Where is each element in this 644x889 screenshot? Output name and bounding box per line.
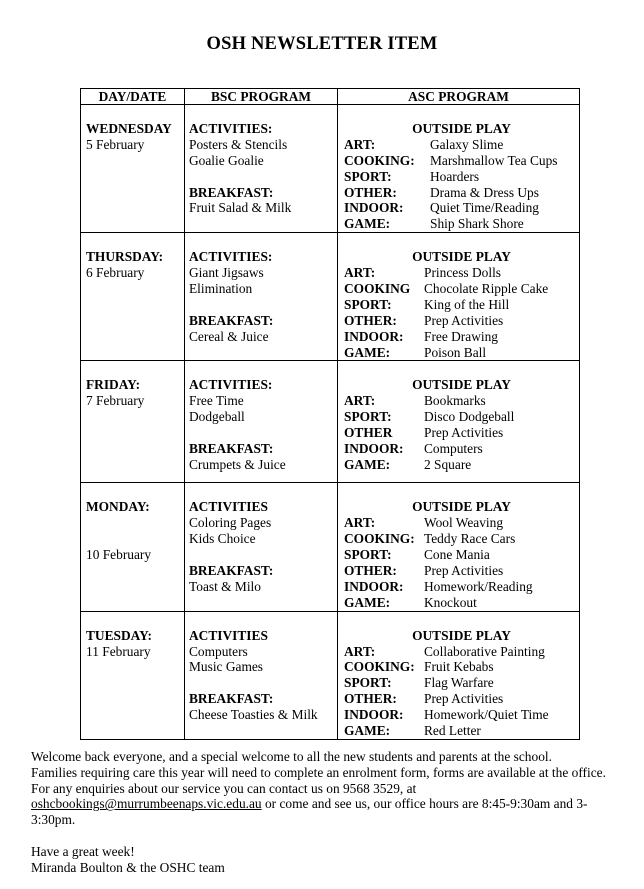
spacer (189, 675, 337, 691)
day-date: 11 February (86, 643, 151, 659)
schedule-table (80, 88, 580, 740)
asc-activity-name: Homework/Quiet Time (424, 707, 549, 723)
breakfast-label: BREAKFAST: (189, 441, 274, 457)
outside-play-heading: OUTSIDE PLAY (412, 627, 511, 643)
asc-activity-row (344, 547, 579, 563)
breakfast-label: BREAKFAST: (189, 563, 274, 579)
asc-activity-type: INDOOR: (344, 200, 404, 216)
cell-top-spacer (344, 233, 579, 249)
asc-activity-type: ART: (344, 265, 376, 281)
asc-activity-row (344, 659, 579, 675)
footer-email-line (31, 796, 631, 812)
table-row (81, 611, 580, 739)
asc-activity-name: Marshmallow Tea Cups (430, 152, 558, 168)
breakfast-label: BREAKFAST: (189, 312, 274, 328)
activities-label: ACTIVITIES: (189, 121, 273, 136)
asc-activity-name: Fruit Kebabs (424, 659, 494, 675)
bsc-cell (185, 361, 338, 483)
activities-label: ACTIVITIES (189, 499, 268, 515)
activity-item: Computers (189, 643, 248, 659)
day-cell (81, 361, 185, 483)
day-cell (81, 105, 185, 233)
asc-activity-type: SPORT: (344, 675, 392, 691)
cell-top-spacer (344, 105, 579, 121)
breakfast-item: Fruit Salad & Milk (189, 200, 292, 216)
asc-activity-name: Cone Mania (424, 547, 490, 563)
cell-top-spacer (344, 361, 579, 377)
breakfast-item: Cheese Toasties & Milk (189, 707, 318, 723)
asc-activity-name: Bookmarks (424, 393, 486, 409)
asc-activity-row (344, 345, 579, 361)
spacer (86, 531, 184, 547)
asc-activity-type: COOKING: (344, 152, 415, 168)
asc-activity-row (344, 531, 579, 547)
asc-activity-type: COOKING (344, 281, 411, 297)
cell-top-spacer (189, 483, 337, 499)
asc-activity-name: Galaxy Slime (430, 136, 504, 152)
asc-activity-type: COOKING: (344, 659, 415, 675)
footer-signature: Miranda Boulton & the OSHC team (31, 859, 225, 875)
asc-activity-row (344, 563, 579, 579)
footer-signoff: Have a great week! (31, 843, 135, 859)
email-link[interactable]: oshcbookings@murrumbeenaps.vic.edu.au (31, 796, 262, 812)
activity-item: Free Time (189, 393, 244, 409)
table-row (81, 105, 580, 233)
asc-activity-row (344, 393, 579, 409)
asc-activity-name: Free Drawing (424, 328, 498, 344)
outside-play-heading: OUTSIDE PLAY (412, 249, 511, 265)
activity-item: Elimination (189, 281, 253, 297)
footer-enrolment-line: Families requiring care this year will need to complete an enrolment form, forms are available at the office. (31, 764, 606, 780)
asc-activity-name: Teddy Race Cars (424, 531, 516, 547)
newsletter-title: OSH NEWSLETTER ITEM (206, 34, 438, 54)
footer-hours-end: 3:30pm. (31, 812, 76, 828)
header-bsc-program: BSC PROGRAM (185, 89, 338, 105)
asc-cell (338, 611, 580, 739)
asc-activity-row (344, 297, 579, 313)
spacer (189, 425, 337, 441)
bsc-cell (185, 233, 338, 361)
asc-activity-row (344, 595, 579, 611)
day-date: 6 February (86, 265, 145, 281)
cell-top-spacer (86, 612, 184, 628)
table-row (81, 361, 580, 483)
footer-spacer (31, 828, 631, 844)
day-name: FRIDAY: (86, 377, 141, 393)
breakfast-label: BREAKFAST: (189, 691, 274, 707)
asc-activity-name: Red Letter (424, 723, 481, 739)
bsc-cell (185, 105, 338, 233)
day-name: WEDNESDAY (86, 121, 172, 136)
asc-activity-row (344, 185, 579, 201)
asc-activity-name: Prep Activities (424, 691, 504, 707)
asc-activity-name: Prep Activities (424, 312, 504, 328)
asc-activity-row (344, 200, 579, 216)
cell-top-spacer (189, 105, 337, 121)
cell-top-spacer (86, 233, 184, 249)
activities-label: ACTIVITIES: (189, 249, 273, 265)
asc-activity-name: Hoarders (430, 168, 480, 184)
asc-activity-type: OTHER: (344, 184, 397, 200)
asc-activity-type: OTHER (344, 425, 393, 441)
asc-activity-row (344, 675, 579, 691)
asc-activity-type: INDOOR: (344, 328, 404, 344)
asc-activity-type: INDOOR: (344, 578, 404, 594)
breakfast-item: Crumpets & Juice (189, 456, 286, 472)
activity-item: Music Games (189, 659, 264, 675)
day-date: 7 February (86, 393, 145, 409)
cell-top-spacer (344, 612, 579, 628)
breakfast-item: Toast & Milo (189, 578, 261, 594)
cell-top-spacer (86, 483, 184, 499)
bsc-cell (185, 483, 338, 611)
asc-activity-name: Chocolate Ripple Cake (424, 281, 549, 297)
asc-activity-type: OTHER: (344, 312, 397, 328)
asc-activity-row (344, 515, 579, 531)
asc-activity-type: OTHER: (344, 563, 397, 579)
asc-activity-name: 2 Square (424, 456, 472, 472)
asc-activity-row (344, 329, 579, 345)
asc-activity-name: Wool Weaving (424, 515, 504, 531)
asc-activity-type: OTHER: (344, 691, 397, 707)
asc-activity-name: Poison Ball (424, 344, 487, 360)
table-row (81, 233, 580, 361)
spacer (189, 169, 337, 185)
activities-label: ACTIVITIES: (189, 377, 273, 393)
asc-activity-name: King of the Hill (424, 296, 510, 312)
asc-activity-type: GAME: (344, 456, 391, 472)
asc-activity-name: Prep Activities (424, 425, 504, 441)
asc-activity-row (344, 313, 579, 329)
activity-item: Posters & Stencils (189, 136, 288, 152)
asc-activity-name: Prep Activities (424, 563, 504, 579)
asc-activity-name: Drama & Dress Ups (430, 184, 539, 200)
asc-activity-name: Collaborative Painting (424, 643, 545, 659)
asc-activity-row (344, 153, 579, 169)
activities-label: ACTIVITIES (189, 627, 268, 643)
asc-activity-type: SPORT: (344, 168, 392, 184)
cell-top-spacer (86, 105, 184, 121)
asc-activity-type: GAME: (344, 723, 391, 739)
day-date: 10 February (86, 547, 152, 563)
asc-activity-row (344, 281, 579, 297)
asc-activity-row (344, 707, 579, 723)
asc-activity-name: Flag Warfare (424, 675, 494, 691)
day-date: 5 February (86, 136, 145, 152)
day-cell (81, 233, 185, 361)
asc-cell (338, 361, 580, 483)
asc-activity-row (344, 169, 579, 185)
asc-activity-name: Princess Dolls (424, 265, 501, 281)
cell-top-spacer (189, 361, 337, 377)
outside-play-heading: OUTSIDE PLAY (412, 121, 511, 136)
day-name: THURSDAY: (86, 249, 164, 265)
asc-activity-type: GAME: (344, 216, 391, 232)
activity-item: Giant Jigsaws (189, 265, 264, 281)
spacer (86, 515, 184, 531)
asc-activity-type: GAME: (344, 594, 391, 610)
asc-activity-name: Knockout (424, 594, 477, 610)
asc-activity-row (344, 137, 579, 153)
header-day-date: DAY/DATE (81, 89, 185, 105)
table-header-row (81, 89, 580, 105)
asc-activity-name: Quiet Time/Reading (430, 200, 539, 216)
activity-item: Kids Choice (189, 531, 256, 547)
asc-cell (338, 105, 580, 233)
cell-top-spacer (189, 612, 337, 628)
asc-activity-type: ART: (344, 136, 376, 152)
asc-activity-type: COOKING: (344, 531, 415, 547)
asc-activity-name: Ship Shark Shore (430, 216, 524, 232)
asc-activity-type: INDOOR: (344, 707, 404, 723)
cell-top-spacer (189, 233, 337, 249)
breakfast-item: Cereal & Juice (189, 328, 269, 344)
asc-activity-type: ART: (344, 643, 376, 659)
asc-activity-row (344, 425, 579, 441)
asc-activity-name: Homework/Reading (424, 578, 533, 594)
asc-activity-row (344, 441, 579, 457)
asc-activity-row (344, 723, 579, 739)
day-name: MONDAY: (86, 499, 150, 515)
asc-activity-row (344, 216, 579, 232)
asc-activity-row (344, 691, 579, 707)
activity-item: Coloring Pages (189, 515, 272, 531)
day-cell (81, 611, 185, 739)
asc-activity-type: ART: (344, 515, 376, 531)
office-hours-text: or come and see us, our office hours are 8:45-9:30am and 3- (261, 796, 588, 812)
asc-activity-name: Computers (424, 441, 483, 457)
asc-activity-row (344, 409, 579, 425)
asc-activity-type: GAME: (344, 344, 391, 360)
spacer (189, 547, 337, 563)
breakfast-label: BREAKFAST: (189, 184, 274, 200)
asc-activity-type: INDOOR: (344, 441, 404, 457)
asc-cell (338, 483, 580, 611)
activity-item: Goalie Goalie (189, 152, 264, 168)
asc-activity-type: SPORT: (344, 296, 392, 312)
table-row (81, 483, 580, 611)
newsletter-footer (31, 749, 631, 875)
footer-contact-line: For any enquiries about our service you can contact us on 9568 3529, at (31, 780, 417, 796)
footer-welcome-line: Welcome back everyone, and a special welcome to all the new students and parents at the school. (31, 749, 552, 764)
asc-activity-row (344, 457, 579, 473)
outside-play-heading: OUTSIDE PLAY (412, 377, 511, 393)
bsc-cell (185, 611, 338, 739)
activity-item: Dodgeball (189, 409, 245, 425)
asc-activity-row (344, 644, 579, 660)
asc-activity-type: SPORT: (344, 547, 392, 563)
cell-top-spacer (344, 483, 579, 499)
day-name: TUESDAY: (86, 627, 152, 643)
header-asc-program: ASC PROGRAM (338, 89, 580, 105)
asc-activity-row (344, 579, 579, 595)
asc-cell (338, 233, 580, 361)
asc-activity-row (344, 265, 579, 281)
outside-play-heading: OUTSIDE PLAY (412, 499, 511, 515)
cell-top-spacer (86, 361, 184, 377)
spacer (189, 297, 337, 313)
asc-activity-name: Disco Dodgeball (424, 409, 515, 425)
day-cell (81, 483, 185, 611)
asc-activity-type: ART: (344, 393, 376, 409)
asc-activity-type: SPORT: (344, 409, 392, 425)
